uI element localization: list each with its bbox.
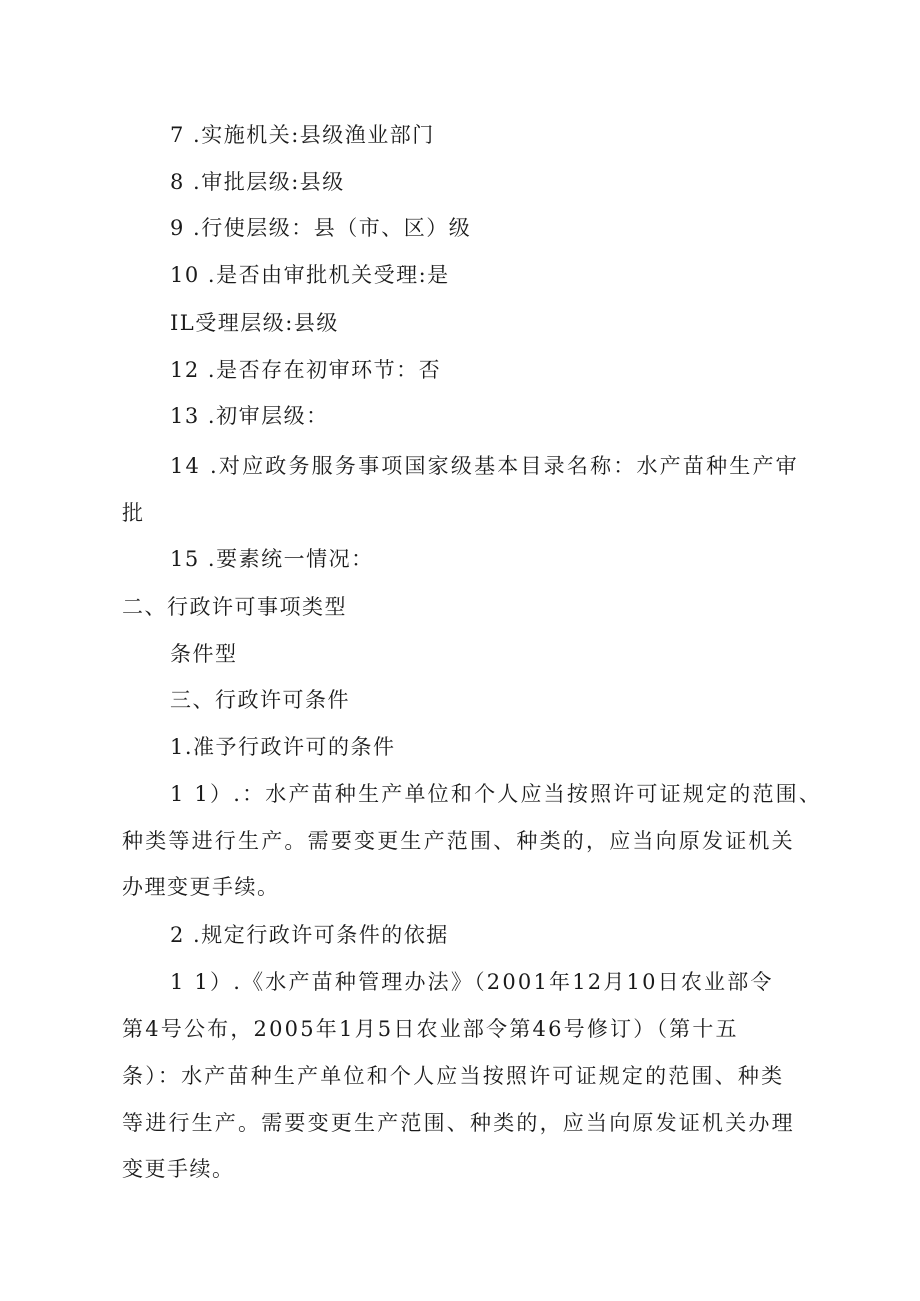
subsection-1-heading: 1.准予行政许可的条件	[170, 735, 396, 759]
basis-paragraph-line-2: 第4号公布，2005年1月5日农业部令第46号修订）（第十五	[122, 1017, 739, 1041]
condition-paragraph-line-1: 1 1）.：水产苗种生产单位和个人应当按照许可证规定的范围、	[170, 782, 823, 806]
item-15-element-unification: 15 .要素统一情况：	[170, 547, 374, 571]
section-2-heading: 二、行政许可事项类型	[122, 595, 347, 619]
basis-paragraph-line-1: 1 1）.《水产苗种管理办法》（2001年12月10日农业部令	[170, 970, 774, 994]
item-10-accepted-by-approval-agency: 10 .是否由审批机关受理:是	[170, 263, 450, 287]
condition-paragraph-line-2: 种类等进行生产。需要变更生产范围、种类的，应当向原发证机关	[122, 829, 795, 853]
item-7-implementing-agency: 7 .实施机关:县级渔业部门	[170, 123, 435, 147]
item-12-preliminary-review: 12 .是否存在初审环节：否	[170, 358, 442, 382]
basis-paragraph-line-3: 条）：水产苗种生产单位和个人应当按照许可证规定的范围、种类	[122, 1064, 785, 1088]
section-3-heading: 三、行政许可条件	[170, 688, 350, 712]
subsection-2-heading: 2 .规定行政许可条件的依据	[170, 923, 449, 947]
condition-paragraph-line-3: 办理变更手续。	[122, 875, 280, 899]
item-9-exercise-level: 9 .行使层级：县（市、区）级	[170, 216, 472, 240]
item-14-catalog-name: 14 .对应政务服务事项国家级基本目录名称：水产苗种生产审	[170, 454, 799, 478]
item-14-catalog-name-continued: 批	[122, 501, 145, 525]
basis-paragraph-line-4: 等进行生产。需要变更生产范围、种类的，应当向原发证机关办理	[122, 1111, 795, 1135]
basis-paragraph-line-5: 变更手续。	[122, 1157, 235, 1181]
item-8-approval-level: 8 .审批层级:县级	[170, 170, 345, 194]
item-13-preliminary-review-level: 13 .初审层级：	[170, 404, 329, 428]
section-2-value: 条件型	[170, 642, 238, 666]
item-11-acceptance-level: IL受理层级:县级	[170, 311, 339, 335]
